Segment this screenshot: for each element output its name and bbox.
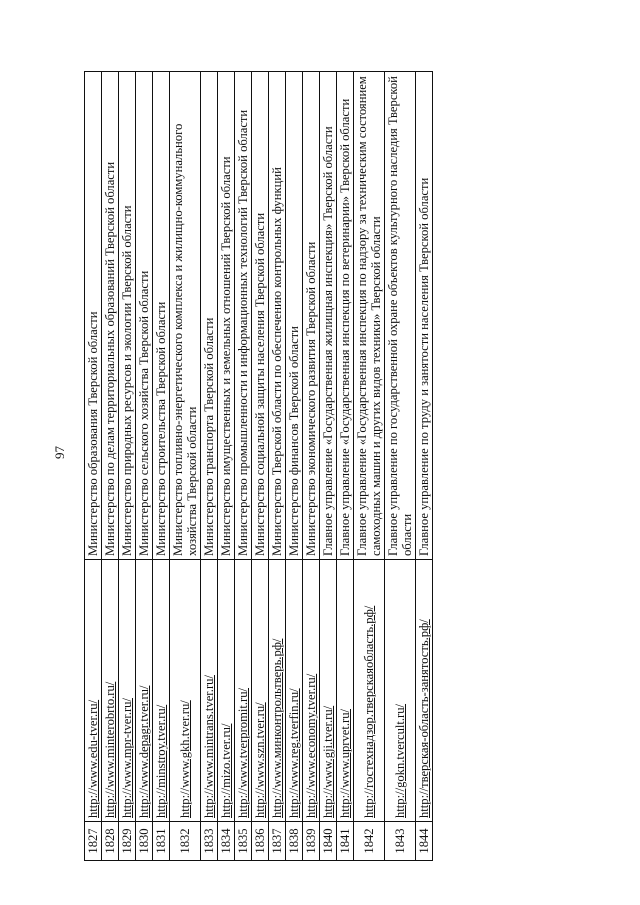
site-link[interactable]: http://тверская-область-занятость.рф/ (417, 619, 431, 818)
organization-name: Министерство по делам территориальных образований Тверской области (102, 72, 119, 560)
row-number: 1834 (218, 822, 235, 861)
site-link[interactable]: http://www.uprvet.ru/ (338, 708, 352, 818)
url-cell (252, 560, 269, 822)
table-row (303, 72, 320, 861)
row-number: 1840 (320, 822, 337, 861)
row-number: 1831 (153, 822, 170, 861)
organization-name: Министерство социальной защиты населения Тверской области (252, 72, 269, 560)
sites-table (84, 71, 433, 861)
row-number: 1837 (269, 822, 286, 861)
table-row (269, 72, 286, 861)
table-row (218, 72, 235, 861)
organization-name: Министерство сельского хозяйства Тверской области (136, 72, 153, 560)
table-row (85, 72, 102, 861)
row-number: 1836 (252, 822, 269, 861)
url-cell (269, 560, 286, 822)
row-number: 1833 (201, 822, 218, 861)
table-row (102, 72, 119, 861)
table-row (337, 72, 354, 861)
organization-name: Министерство имущественных и земельных отношений Тверской области (218, 72, 235, 560)
url-cell (303, 560, 320, 822)
row-number: 1835 (235, 822, 252, 861)
url-cell (119, 560, 136, 822)
row-number: 1828 (102, 822, 119, 861)
site-link[interactable]: http://www.minterobrto.ru/ (103, 681, 117, 818)
url-cell (136, 560, 153, 822)
site-link[interactable]: http://www.минконтрольтверь.рф/ (270, 638, 284, 818)
organization-name: Главное управление «Государственная инспекция по надзору за техническим состоянием самоходных машин и других видов техники» Тверской области (354, 72, 385, 560)
site-link[interactable]: http://www.gkh.tver.ru/ (178, 700, 192, 818)
row-number: 1844 (416, 822, 433, 861)
table-row (286, 72, 303, 861)
site-link[interactable]: http://gokn.tvercult.ru/ (393, 703, 407, 818)
organization-name: Главное управление по государственной охране объектов культурного наследия Тверской области (385, 72, 416, 560)
organization-name: Министерство строительства Тверской области (153, 72, 170, 560)
table-row (320, 72, 337, 861)
url-cell (153, 560, 170, 822)
site-link[interactable]: http://mizo.tver.ru/ (219, 723, 233, 818)
url-cell (102, 560, 119, 822)
url-cell (385, 560, 416, 822)
row-number: 1838 (286, 822, 303, 861)
url-cell (416, 560, 433, 822)
row-number: 1839 (303, 822, 320, 861)
table-row (201, 72, 218, 861)
organization-name: Министерство топливно-энергетического комплекса и жилищно-коммунального хозяйства Тверской области (170, 72, 201, 560)
organization-name: Министерство образования Тверской области (85, 72, 102, 560)
organization-name: Министерство природных ресурсов и экологии Тверской области (119, 72, 136, 560)
site-link[interactable]: http://www.edu-tver.ru/ (86, 699, 100, 818)
site-link[interactable]: http://www.depagr.tver.ru/ (137, 685, 151, 818)
site-link[interactable]: http://www.gji.tver.ru/ (321, 705, 335, 818)
site-link[interactable]: http://minstroy.tver.ru/ (154, 704, 168, 818)
site-link[interactable]: http://гостехнадзор.тверскаяобласть.рф/ (362, 605, 376, 818)
site-link[interactable]: http://www.mintrans.tver.ru/ (202, 675, 216, 818)
site-link[interactable]: http://www.szn.tver.ru/ (253, 702, 267, 818)
row-number: 1841 (337, 822, 354, 861)
table-row (252, 72, 269, 861)
site-link[interactable]: http://www.tverpromit.ru/ (236, 687, 250, 818)
site-link[interactable]: http://www.reg.tverfin.ru/ (287, 688, 301, 818)
table-row (153, 72, 170, 861)
url-cell (170, 560, 201, 822)
organization-name: Главное управление «Государственная жилищная инспекция» Тверской области (320, 72, 337, 560)
table-row (354, 72, 385, 861)
organization-name: Главное управление по труду и занятости населения Тверской области (416, 72, 433, 560)
row-number: 1830 (136, 822, 153, 861)
url-cell (354, 560, 385, 822)
url-cell (201, 560, 218, 822)
site-link[interactable]: http://www.economy.tver.ru/ (304, 673, 318, 818)
row-number: 1832 (170, 822, 201, 861)
row-number: 1843 (385, 822, 416, 861)
table-row (416, 72, 433, 861)
url-cell (320, 560, 337, 822)
row-number: 1829 (119, 822, 136, 861)
organization-name: Министерство Тверской области по обеспечению контрольных функций (269, 72, 286, 560)
url-cell (337, 560, 354, 822)
url-cell (235, 560, 252, 822)
organization-name: Главное управление «Государственная инспекция по ветеринарии» Тверской области (337, 72, 354, 560)
site-link[interactable]: http://www.mpr-tver.ru/ (120, 698, 134, 818)
table-row (136, 72, 153, 861)
table-row (385, 72, 416, 861)
url-cell (286, 560, 303, 822)
row-number: 1842 (354, 822, 385, 861)
organization-name: Министерство экономического развития Тверской области (303, 72, 320, 560)
organization-name: Министерство транспорта Тверской области (201, 72, 218, 560)
page-number: 97 (52, 446, 67, 459)
url-cell (85, 560, 102, 822)
organization-name: Министерство промышленности и информационных технологий Тверской области (235, 72, 252, 560)
row-number: 1827 (85, 822, 102, 861)
table-row (235, 72, 252, 861)
table-row (119, 72, 136, 861)
table-row (170, 72, 201, 861)
organization-name: Министерство финансов Тверской области (286, 72, 303, 560)
url-cell (218, 560, 235, 822)
